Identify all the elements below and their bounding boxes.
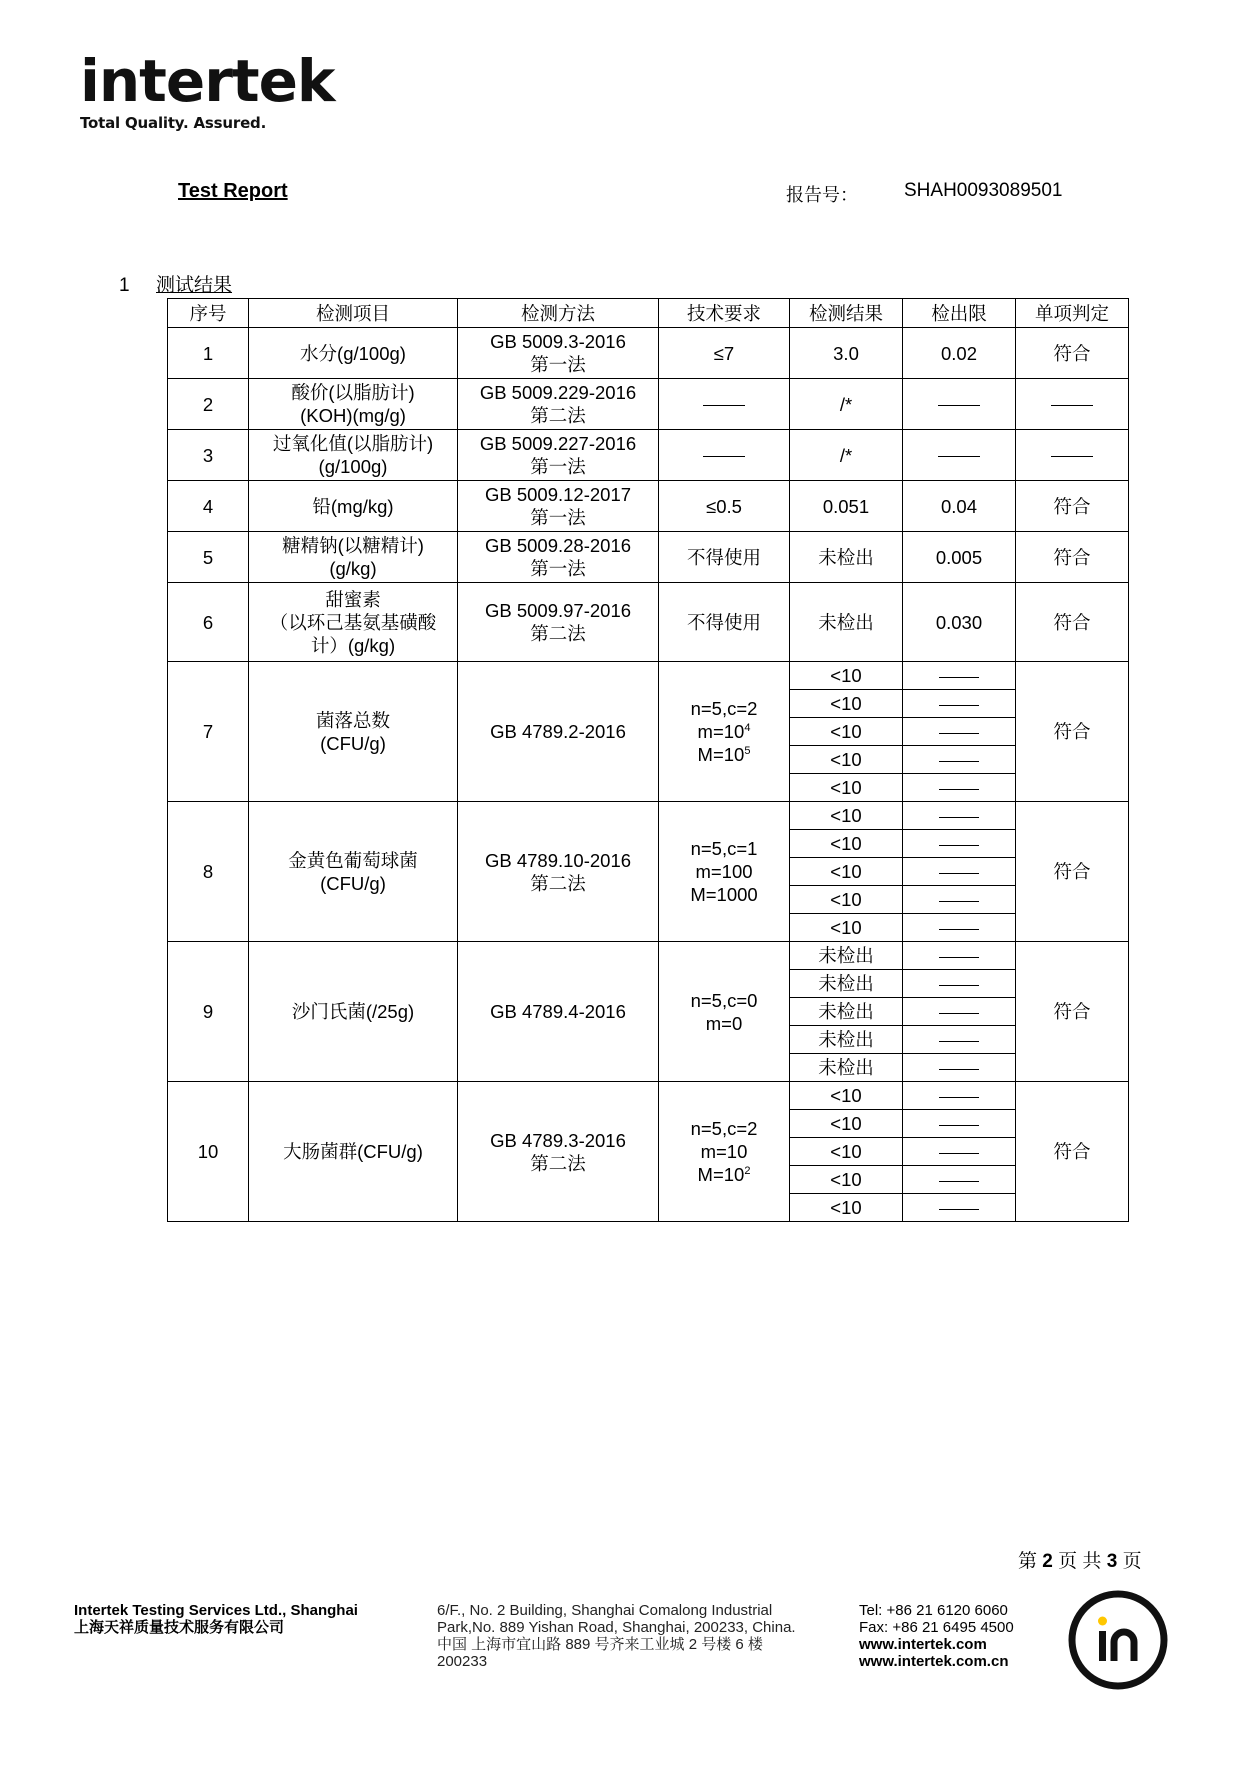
cell-sample-result: <10 [790,718,903,746]
cell-test-item [249,942,458,1082]
requirement-exponent: 2 [744,1164,751,1177]
address-line: Park,No. 889 Yishan Road, Shanghai, 200233, China. [437,1619,796,1636]
company-name-en: Intertek Testing Services Ltd., Shanghai [74,1602,358,1619]
cell-test-item [249,1082,458,1222]
not-applicable-dash [939,761,979,762]
website-link-cn[interactable]: www.intertek.com.cn [859,1653,1009,1670]
emblem-stem [1099,1631,1106,1661]
table-row [168,532,1129,583]
test-item-line: 计）(g/kg) [310,634,396,656]
section-heading [119,270,232,297]
table-row [168,379,1129,430]
not-applicable-dash [939,1125,979,1126]
cell-result: 0.051 [790,481,903,532]
test-item-line: 铅(mg/kg) [312,495,394,517]
table-sub-row [168,662,1129,690]
page-current: 2 [1042,1551,1053,1572]
not-applicable-dash [939,845,979,846]
cell-test-item [249,328,458,379]
website-link[interactable]: www.intertek.com [859,1636,987,1653]
cell-detection-limit [903,942,1016,970]
not-applicable-dash [939,1041,979,1042]
cell-test-method [458,802,659,942]
requirement-text: M=10 [697,744,745,765]
column-header: 检出限 [903,299,1016,328]
test-method-line: 第二法 [530,405,586,426]
requirement-line [659,743,789,766]
cell-test-method [458,430,659,481]
section-number: 1 [119,275,130,296]
table-row [168,481,1129,532]
cell-sample-result: 未检出 [790,1054,903,1082]
cell-sample-result: <10 [790,1138,903,1166]
test-method-line: 第二法 [530,872,586,894]
requirement-text: n=5,c=0 [690,989,758,1011]
test-item-line: 金黄色葡萄球菌 [288,849,418,871]
cell-number: 3 [168,430,249,481]
requirement-line: ≤7 [713,342,735,364]
test-method-line: 第一法 [530,456,586,477]
test-item-line: (CFU/g) [320,872,386,894]
table-body [168,328,1129,1222]
phone-number: Tel: +86 21 6120 6060 [859,1602,1008,1619]
cell-number: 9 [168,942,249,1082]
test-method-line: GB 4789.10-2016 [484,849,632,871]
cell-detection-limit [903,1194,1016,1222]
report-title: Test Report [178,180,288,202]
cell-test-method [458,481,659,532]
cell-detection-limit [903,886,1016,914]
cell-sample-result: <10 [790,914,903,942]
test-item-line: (KOH)(mg/g) [300,405,406,426]
section-title: 测试结果 [156,275,233,296]
test-method-line: GB 4789.4-2016 [490,1001,626,1022]
cell-verdict [1016,430,1129,481]
table-row [168,328,1129,379]
cell-result: /* [790,379,903,430]
footer-address [437,1602,796,1670]
cell-number: 4 [168,481,249,532]
page-mid: 页 共 [1058,1551,1102,1572]
test-method-line: 第一法 [530,558,586,579]
test-method-line: GB 4789.2-2016 [490,721,626,742]
cell-detection-limit [903,1110,1016,1138]
requirement-text: m=10 [700,1141,748,1162]
requirement-line [659,1163,789,1186]
address-line: 6/F., No. 2 Building, Shanghai Comalong Industrial [437,1602,773,1619]
emblem-arch [1114,1632,1134,1661]
cell-requirement [659,379,790,430]
requirement-text: M=1000 [690,884,758,905]
cell-verdict: 符合 [1016,662,1129,802]
cell-number: 8 [168,802,249,942]
not-applicable-dash [939,1069,979,1070]
logo-tagline: Total Quality. Assured. [80,114,267,132]
not-applicable-dash [939,1209,979,1210]
column-header: 技术要求 [659,299,790,328]
cell-sample-result: <10 [790,858,903,886]
requirement-line: ≤0.5 [706,495,742,517]
cell-detection-limit: 0.005 [903,532,1016,583]
address-line: 200233 [437,1653,488,1670]
cell-detection-limit [903,1082,1016,1110]
cell-number: 5 [168,532,249,583]
test-item-line: 大肠菌群(CFU/g) [283,1141,423,1162]
requirement-line [659,860,789,883]
cell-verdict: 符合 [1016,1082,1129,1222]
not-applicable-dash [1051,405,1093,406]
table-row [168,430,1129,481]
test-item-line: 水分(g/100g) [300,342,406,364]
cell-detection-limit: 0.04 [903,481,1016,532]
cell-verdict: 符合 [1016,802,1129,942]
requirement-text: m=0 [705,1012,743,1034]
not-applicable-dash [938,405,980,406]
cell-verdict: 符合 [1016,583,1129,662]
cell-detection-limit [903,379,1016,430]
cell-detection-limit [903,1054,1016,1082]
test-item-line: 沙门氏菌(/25g) [291,1001,415,1022]
requirement-text: M=10 [697,1164,745,1185]
emblem-svg [1066,1588,1170,1692]
cell-requirement [659,430,790,481]
requirement-line [659,837,789,860]
cell-detection-limit [903,830,1016,858]
cell-detection-limit [903,1166,1016,1194]
requirement-line [659,1140,789,1163]
cell-requirement [659,662,790,802]
fax-number: Fax: +86 21 6495 4500 [859,1619,1014,1636]
test-method-line: 第一法 [530,507,586,528]
not-applicable-dash [939,957,979,958]
cell-sample-result: <10 [790,830,903,858]
report-number: SHAH0093089501 [904,180,1063,201]
cell-sample-result: 未检出 [790,1026,903,1054]
not-applicable-dash [939,1181,979,1182]
cell-sample-result: 未检出 [790,998,903,1026]
cell-detection-limit [903,1138,1016,1166]
not-applicable-dash [939,1153,979,1154]
emblem-ring [1072,1594,1164,1686]
cell-sample-result: <10 [790,802,903,830]
test-method-line: GB 5009.227-2016 [479,433,637,454]
cell-detection-limit: 0.030 [903,583,1016,662]
cell-requirement [659,802,790,942]
cell-test-method [458,379,659,430]
cell-sample-result: <10 [790,746,903,774]
requirement-line: 不得使用 [686,546,761,568]
test-item-line: 甜蜜素 [325,588,381,610]
test-method-line: GB 5009.229-2016 [479,382,637,403]
cell-requirement [659,481,790,532]
requirement-line [659,1117,789,1140]
requirement-text: n=5,c=2 [690,1118,758,1139]
requirement-text: n=5,c=2 [690,698,758,719]
table-header-row [168,299,1129,328]
test-method-line: 第一法 [530,354,586,375]
page-prefix: 第 [1018,1551,1038,1572]
not-applicable-dash [939,929,979,930]
not-applicable-dash [939,1097,979,1098]
cell-test-item [249,662,458,802]
cell-sample-result: <10 [790,1166,903,1194]
cell-detection-limit: 0.02 [903,328,1016,379]
cell-test-method [458,942,659,1082]
requirement-line [659,1012,789,1035]
page-suffix: 页 [1122,1551,1142,1572]
footer-company [74,1602,358,1636]
cell-detection-limit [903,746,1016,774]
test-method-line: GB 5009.12-2017 [484,484,632,505]
table-row [168,583,1129,662]
not-applicable-dash [939,677,979,678]
cell-test-method [458,1082,659,1222]
table-sub-row [168,942,1129,970]
test-method-line: GB 5009.28-2016 [484,535,632,556]
test-item-line: (g/kg) [329,558,377,579]
requirement-line [659,883,789,906]
requirement-line: 不得使用 [686,611,761,633]
page-number [1018,1546,1142,1573]
cell-detection-limit [903,858,1016,886]
cell-sample-result: <10 [790,886,903,914]
test-item-line: (g/100g) [318,456,388,477]
cell-number: 6 [168,583,249,662]
column-header: 单项判定 [1016,299,1129,328]
requirement-line [659,697,789,720]
cell-detection-limit [903,662,1016,690]
cell-test-item [249,430,458,481]
column-header: 检测项目 [249,299,458,328]
cell-sample-result: 未检出 [790,942,903,970]
cell-requirement [659,942,790,1082]
intertek-emblem-icon [1066,1588,1170,1697]
cell-detection-limit [903,1026,1016,1054]
cell-sample-result: <10 [790,774,903,802]
cell-test-method [458,583,659,662]
cell-sample-result: <10 [790,1082,903,1110]
test-method-line: GB 4789.3-2016 [490,1129,626,1151]
results-table [167,298,1129,1222]
cell-sample-result: <10 [790,690,903,718]
cell-test-item [249,802,458,942]
test-item-line: 菌落总数 [315,709,390,731]
test-item-line: （以环己基氨基磺酸 [269,611,437,633]
cell-verdict: 符合 [1016,481,1129,532]
column-header: 检测方法 [458,299,659,328]
page-total: 3 [1106,1551,1118,1572]
cell-number: 2 [168,379,249,430]
cell-sample-result: <10 [790,1194,903,1222]
not-applicable-dash [939,873,979,874]
cell-requirement [659,532,790,583]
column-header: 序号 [168,299,249,328]
cell-detection-limit [903,802,1016,830]
test-item-line: 酸价(以脂肪计) [291,382,415,403]
test-method-line: 第二法 [530,1152,586,1174]
not-applicable-dash [938,456,980,457]
not-applicable-dash [939,985,979,986]
intertek-logo [80,47,335,132]
cell-requirement [659,328,790,379]
cell-detection-limit [903,774,1016,802]
table-sub-row [168,1082,1129,1110]
cell-verdict: 符合 [1016,532,1129,583]
requirement-exponent: 4 [744,721,751,734]
cell-detection-limit [903,998,1016,1026]
cell-requirement [659,583,790,662]
cell-sample-result: 未检出 [790,970,903,998]
test-item-line: 过氧化值(以脂肪计) [272,433,434,454]
cell-result: 3.0 [790,328,903,379]
requirement-text: m=10 [697,721,745,742]
cell-result: 未检出 [790,583,903,662]
cell-detection-limit [903,690,1016,718]
test-method-line: GB 5009.97-2016 [484,600,632,621]
footer-contact [859,1602,1014,1670]
cell-test-item [249,481,458,532]
cell-sample-result: <10 [790,1110,903,1138]
cell-test-item [249,583,458,662]
cell-detection-limit [903,430,1016,481]
not-applicable-dash [939,733,979,734]
cell-detection-limit [903,718,1016,746]
cell-number: 7 [168,662,249,802]
not-applicable-dash [939,1013,979,1014]
cell-detection-limit [903,970,1016,998]
test-item-line: (CFU/g) [320,732,386,754]
cell-sample-result: <10 [790,662,903,690]
requirement-line [659,720,789,743]
cell-test-method [458,532,659,583]
cell-result: /* [790,430,903,481]
cell-verdict: 符合 [1016,328,1129,379]
requirement-text: m=100 [695,861,753,882]
test-method-line: GB 5009.3-2016 [490,331,626,352]
cell-result: 未检出 [790,532,903,583]
company-name-cn: 上海天祥质量技术服务有限公司 [74,1619,285,1636]
cell-test-item [249,532,458,583]
logo-wordmark: intertek [80,47,335,115]
requirement-line [659,989,789,1012]
cell-detection-limit [903,914,1016,942]
test-item-line: 糖精钠(以糖精计) [282,535,424,556]
cell-number: 10 [168,1082,249,1222]
cell-verdict: 符合 [1016,942,1129,1082]
not-applicable-dash [703,405,745,406]
requirement-text: n=5,c=1 [690,838,758,859]
cell-verdict [1016,379,1129,430]
not-applicable-dash [703,456,745,457]
cell-number: 1 [168,328,249,379]
not-applicable-dash [1051,456,1093,457]
test-method-line: 第二法 [530,623,586,644]
address-line: 中国 上海市宜山路 889 号齐来工业城 2 号楼 6 楼 [437,1636,763,1653]
emblem-dot [1098,1617,1107,1626]
not-applicable-dash [939,789,979,790]
report-number-label: 报告号： [786,185,858,205]
column-header: 检测结果 [790,299,903,328]
table-sub-row [168,802,1129,830]
cell-test-method [458,328,659,379]
cell-requirement [659,1082,790,1222]
cell-test-method [458,662,659,802]
not-applicable-dash [939,901,979,902]
not-applicable-dash [939,817,979,818]
requirement-exponent: 5 [744,744,751,757]
not-applicable-dash [939,705,979,706]
cell-test-item [249,379,458,430]
